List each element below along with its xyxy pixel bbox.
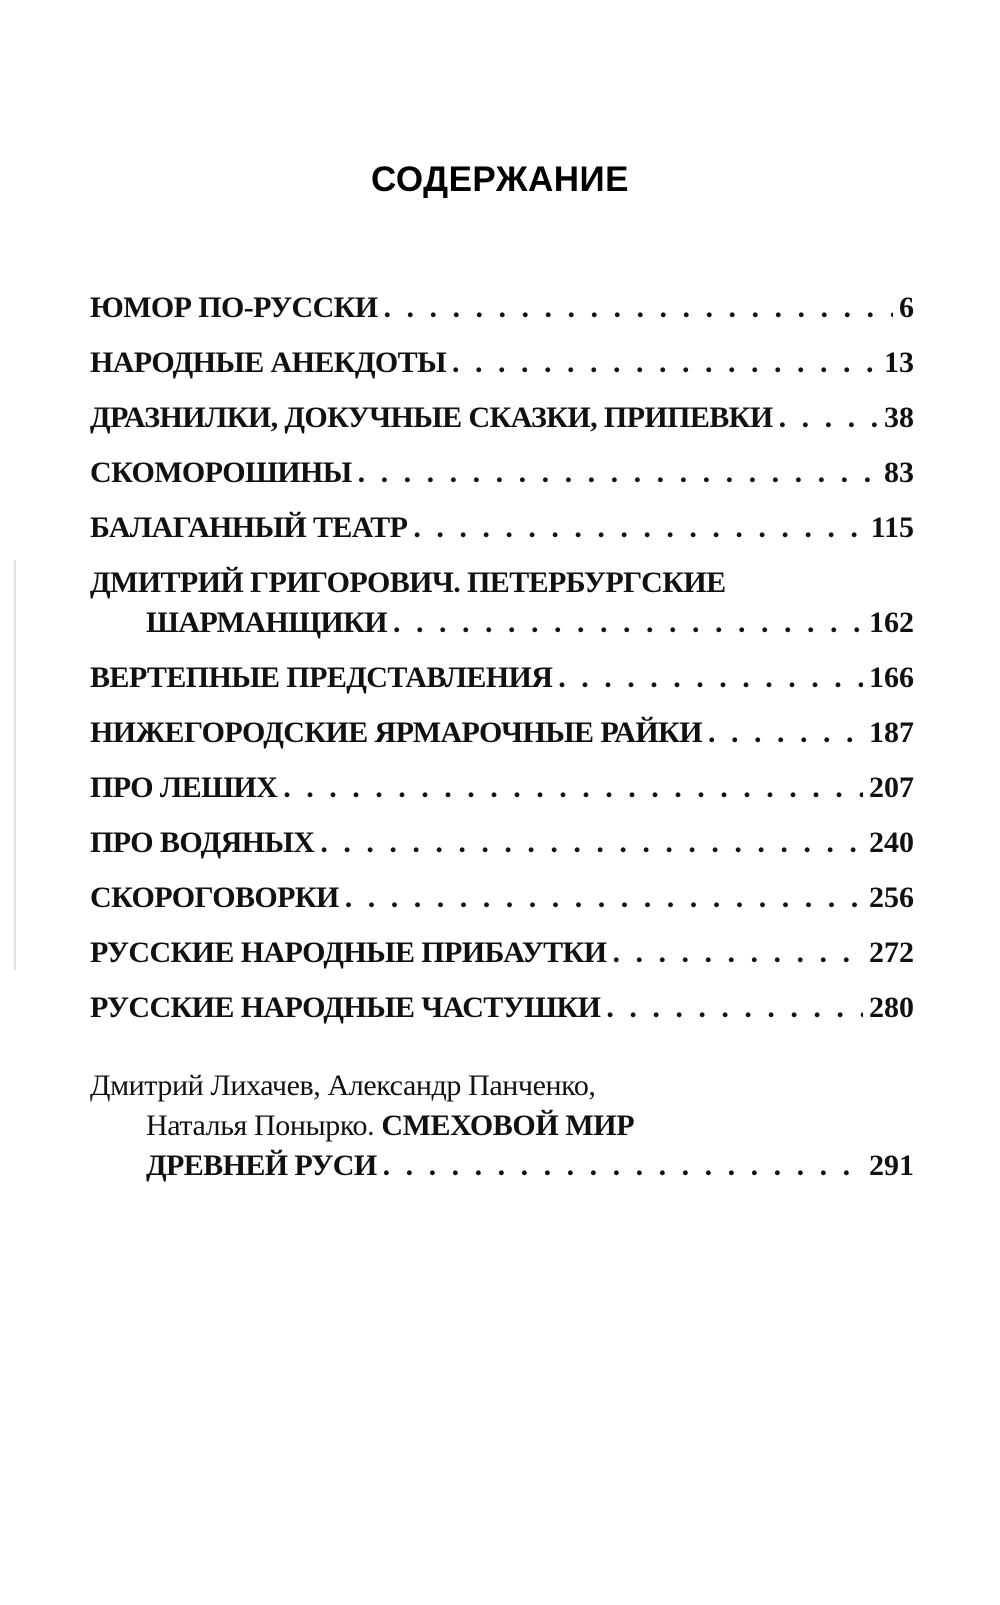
dot-leader <box>383 1144 863 1188</box>
toc-entry-label: БАЛАГАННЫЙ ТЕАТР <box>90 511 408 544</box>
toc-entry-page: 115 <box>870 511 914 544</box>
page-edge-shadow <box>14 560 16 970</box>
toc-entry-label: РУССКИЕ НАРОДНЫЕ ПРИБАУТКИ <box>90 936 607 969</box>
toc-entry-page: 272 <box>869 936 914 969</box>
toc-entry-page: 187 <box>869 716 914 749</box>
toc-entry-label: ПРО ЛЕШИХ <box>90 771 278 804</box>
toc-entry-page: 83 <box>884 456 914 489</box>
toc-entry-page: 13 <box>884 346 914 379</box>
final-entry-authors: Наталья Понырко. <box>146 1109 382 1142</box>
dot-leader <box>345 876 863 920</box>
final-entry-authors-line1[interactable]: Дмитрий Лихачев, Александр Панченко, <box>90 1069 596 1102</box>
toc-entry-page: 6 <box>899 291 914 324</box>
toc-entry-label: ДРЕВНЕЙ РУСИ <box>146 1149 377 1182</box>
toc-entry[interactable] <box>146 601 914 645</box>
toc-entry-label: НАРОДНЫЕ АНЕКДОТЫ <box>90 346 446 379</box>
toc-entry-label: ДРАЗНИЛКИ, ДОКУЧНЫЕ СКАЗКИ, ПРИПЕВКИ <box>90 401 773 434</box>
toc-entry[interactable] <box>90 766 914 810</box>
toc-entry-page: 166 <box>869 661 914 694</box>
toc-entry[interactable] <box>146 1144 914 1188</box>
toc-entry-page: 256 <box>869 881 914 914</box>
dot-leader <box>708 711 863 755</box>
toc-entry-label: РУССКИЕ НАРОДНЫЕ ЧАСТУШКИ <box>90 991 601 1024</box>
dot-leader <box>452 341 878 385</box>
dot-leader <box>384 286 893 330</box>
toc-entry[interactable] <box>90 821 914 865</box>
toc-entry-label: ЮМОР ПО-РУССКИ <box>90 291 378 324</box>
toc-entry-page: 162 <box>869 606 914 639</box>
toc-entry-label: ПРО ВОДЯНЫХ <box>90 826 315 859</box>
toc-entry[interactable] <box>90 656 914 700</box>
toc-entry[interactable] <box>90 711 914 755</box>
toc-entry[interactable] <box>90 451 914 495</box>
toc-entry-page: 280 <box>869 991 914 1024</box>
toc-entry-label: СКОРОГОВОРКИ <box>90 881 339 914</box>
dot-leader <box>283 766 863 810</box>
dot-leader <box>413 506 864 550</box>
toc-entry[interactable] <box>90 396 914 440</box>
toc-entry[interactable] <box>90 876 914 920</box>
toc-entry-label: НИЖЕГОРОДСКИЕ ЯРМАРОЧНЫЕ РАЙКИ <box>90 716 702 749</box>
dot-leader <box>393 601 863 645</box>
toc-entry[interactable] <box>90 986 914 1030</box>
toc-entry[interactable] <box>90 286 914 330</box>
dot-leader <box>606 986 863 1030</box>
toc-entry[interactable] <box>90 506 914 550</box>
toc-entry-label-line1[interactable]: ДМИТРИЙ ГРИГОРОВИЧ. ПЕТЕРБУРГСКИЕ <box>90 566 726 599</box>
toc-entry-label: СКОМОРОШИНЫ <box>90 456 352 489</box>
toc-entry[interactable] <box>90 341 914 385</box>
dot-leader <box>779 396 878 440</box>
toc-entry-page: 291 <box>869 1149 914 1182</box>
toc-entry[interactable] <box>90 931 914 975</box>
toc-entry-page: 240 <box>869 826 914 859</box>
dot-leader <box>558 656 863 700</box>
toc-entry-label: ШАРМАНЩИКИ <box>146 606 388 639</box>
dot-leader <box>612 931 863 975</box>
dot-leader <box>358 451 878 495</box>
final-entry-title-part1: СМЕХОВОЙ МИР <box>381 1109 635 1142</box>
toc-entry-page: 38 <box>884 401 914 434</box>
final-entry-authors-line2[interactable] <box>146 1104 634 1148</box>
dot-leader <box>320 821 863 865</box>
toc-entry-label: ВЕРТЕПНЫЕ ПРЕДСТАВЛЕНИЯ <box>90 661 553 694</box>
page-title: СОДЕРЖАНИЕ <box>370 160 629 199</box>
toc-entry-page: 207 <box>869 771 914 804</box>
